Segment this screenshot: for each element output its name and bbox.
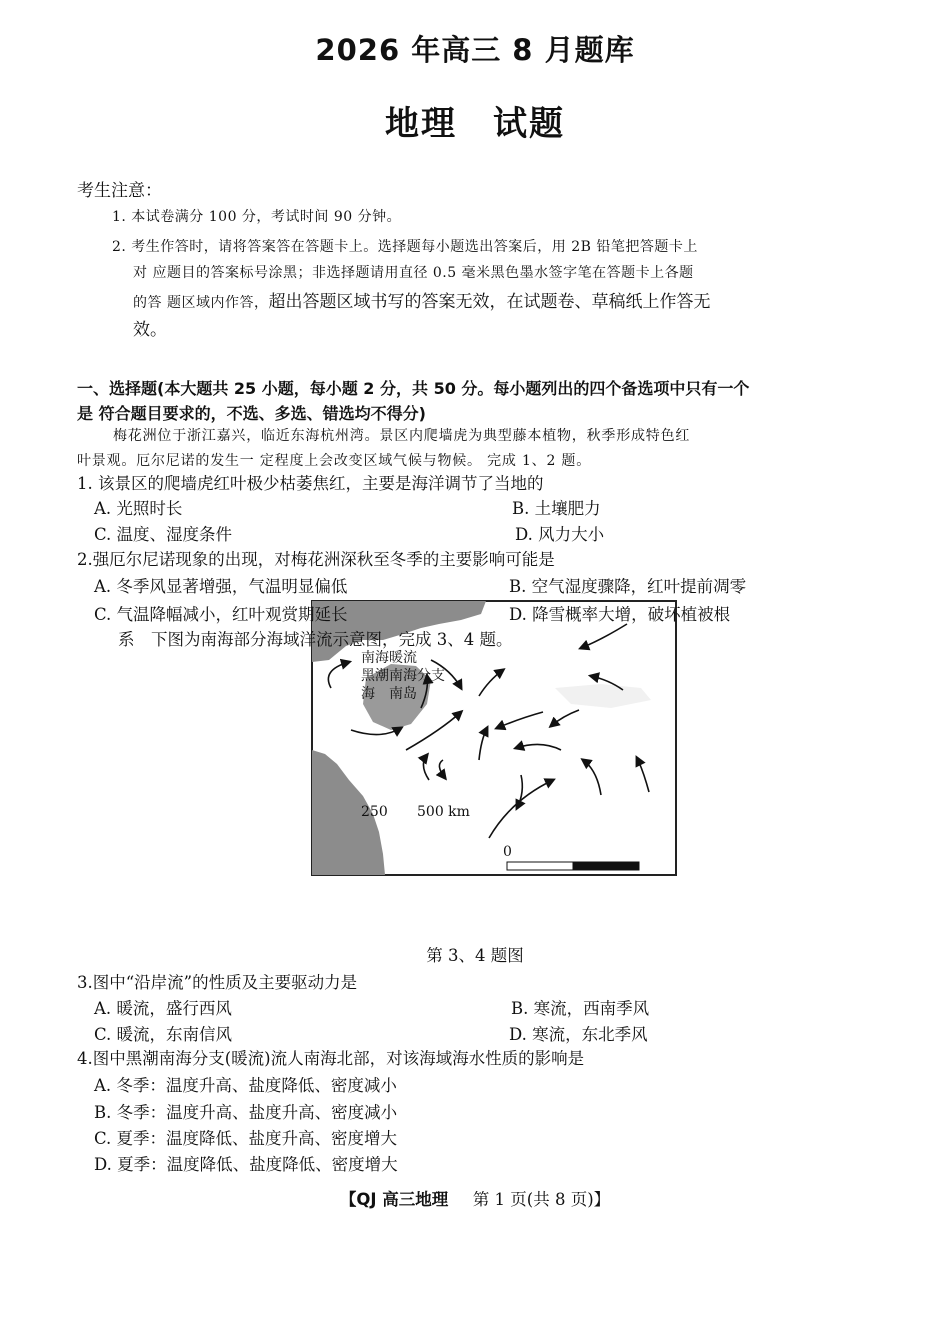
scale-label-0: 0 [503, 844, 512, 860]
notice-item-2-line-3 [133, 287, 710, 312]
question-3-option-d: D. 寒流，东北季风 [509, 1025, 648, 1044]
question-1-option-a: A. 光照时长 [94, 499, 183, 518]
passage-2: 系 下图为南海部分海域洋流示意图，完成 3、4 题。 [118, 630, 513, 649]
scale-bar [507, 862, 639, 870]
question-4-option-d: D. 夏季：温度降低、盐度降低、密度增大 [94, 1155, 398, 1174]
notice-item-2-line-2: 对 应题目的答案标号涂黑；非选择题请用直径 0.5 毫米黑色墨水签字笔在答题卡上各题 [133, 265, 694, 281]
notice-item-1: 1. 本试卷满分 100 分，考试时间 90 分钟。 [112, 209, 402, 225]
section-heading-line-2: 是 符合题目要求的，不选、多选、错选均不得分) [77, 404, 426, 423]
scale-label-250: 250 [361, 804, 388, 820]
passage-1-line-2: 叶景观。厄尔尼诺的发生一 定程度上会改变区域气候与物候。 完成 1、2 题。 [77, 453, 592, 469]
question-2-option-d: D. 降雪概率大增，破坏植被根 [509, 605, 731, 624]
passage-1-line-1: 梅花洲位于浙江嘉兴，临近东海杭州湾。景区内爬墙虎为典型藤本植物，秋季形成特色红 [113, 428, 691, 444]
notice-item-2-line-4: 效。 [133, 320, 167, 340]
question-1-option-b: B. 土壤肥力 [512, 499, 601, 518]
footer-right: 第 1 页(共 8 页)】 [472, 1190, 611, 1209]
notice-heading: 考生注意： [77, 181, 162, 201]
footer-left: 【QJ 高三地理 [339, 1190, 449, 1209]
scale-bar-black [573, 862, 639, 870]
question-3-option-a: A. 暖流，盛行西风 [94, 999, 232, 1018]
notice-item-2-line-3-bold: 超出答题区域书写的答案无效，在试题卷、草稿纸上作答无 [268, 292, 711, 312]
question-3-stem: 3.图中“沿岸流”的性质及主要驱动力是 [77, 973, 358, 992]
page-footer [0, 1186, 950, 1210]
page-title: 2026 年高三 8 月题库 [315, 33, 635, 67]
question-2-stem: 2.强厄尔尼诺现象的出现，对梅花洲深秋至冬季的主要影响可能是 [77, 550, 555, 569]
notice-item-2-line-3-normal: 的答 题区域内作答， [133, 295, 269, 311]
label-south-china-sea-warm-current: 南海暖流 [361, 650, 417, 666]
question-4-option-b: B. 冬季：温度升高、盐度升高、密度减小 [94, 1103, 398, 1122]
question-4-option-a: A. 冬季：温度升高、盐度降低、密度减小 [94, 1076, 397, 1095]
question-1-option-d: D. 风力大小 [515, 525, 605, 544]
question-4-option-c: C. 夏季：温度降低、盐度升高、密度增大 [94, 1129, 398, 1148]
scale-bar-white [507, 862, 573, 870]
question-1-option-c: C. 温度、湿度条件 [94, 525, 233, 544]
question-2-option-a: A. 冬季风显著增强，气温明显偏低 [94, 577, 348, 596]
label-hainan-island: 海 南岛 [361, 686, 417, 702]
figure-caption: 第 3、4 题图 [426, 946, 524, 965]
question-4-stem: 4.图中黑潮南海分支(暖流)流人南海北部，对该海域海水性质的影响是 [77, 1049, 585, 1068]
question-1-stem: 1. 该景区的爬墙虎红叶极少枯萎焦红，主要是海洋调节了当地的 [77, 474, 544, 493]
question-3-option-b: B. 寒流，西南季风 [511, 999, 650, 1018]
notice-item-2-line-1: 2. 考生作答时，请将答案答在答题卡上。选择题每小题选出答案后，用 2B 铅笔把答题卡上 [112, 239, 698, 255]
label-kuroshio-branch: 黑潮南海分支 [361, 668, 445, 684]
question-3-option-c: C. 暖流，东南信风 [94, 1025, 233, 1044]
section-heading-line-1: 一、选择题(本大题共 25 小题，每小题 2 分，共 50 分。每小题列出的四个备选项中只有一个 [77, 379, 750, 398]
scale-label-500: 500 km [417, 804, 470, 820]
question-2-option-b: B. 空气湿度骤降，红叶提前凋零 [509, 577, 747, 596]
question-2-option-c: C. 气温降幅减小，红叶观赏期延长 [94, 605, 348, 624]
subject-title: 地理 试题 [385, 104, 565, 144]
